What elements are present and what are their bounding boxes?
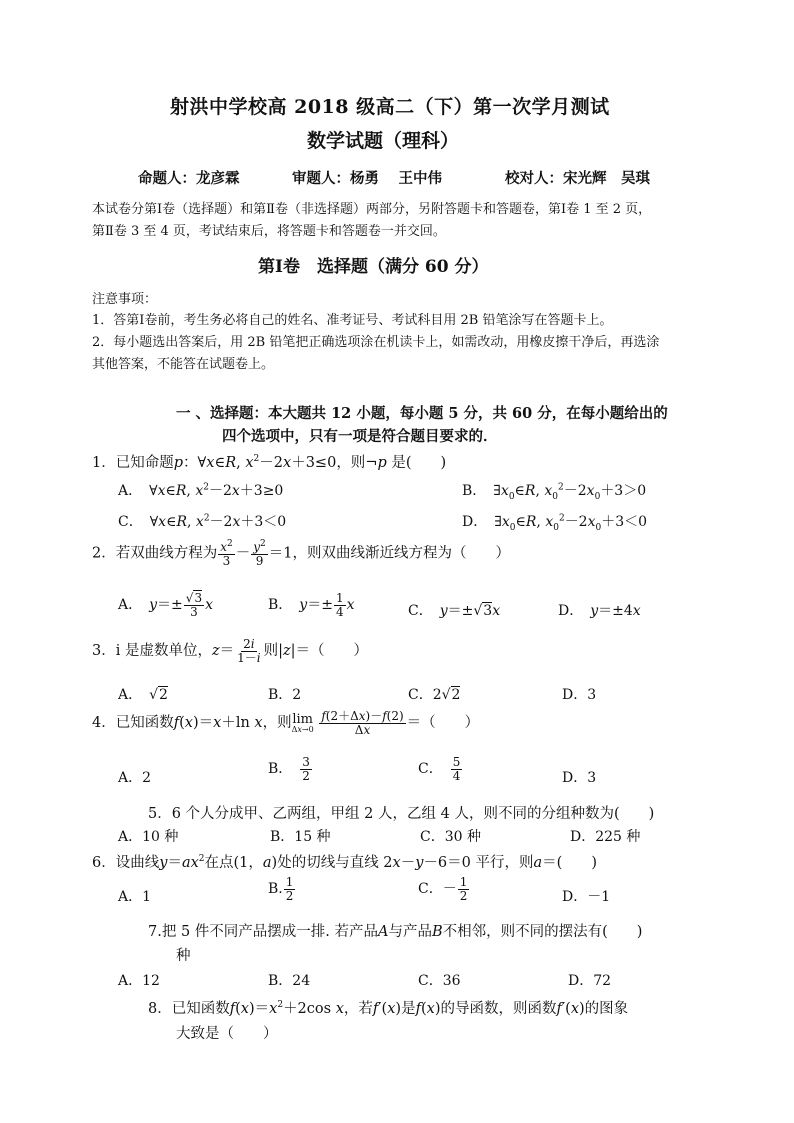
proposer: 命题人：龙彦霖 <box>138 170 240 187</box>
q7-option-d[interactable]: D．72 <box>568 973 612 989</box>
question-8-cont: 大致是（ ） <box>176 1026 278 1042</box>
q3-option-a[interactable]: A． √2 <box>118 687 168 703</box>
q1-option-a[interactable]: A． ∀x∈R, $x^2-2x+3\ge 0$ <box>118 482 284 499</box>
q3-option-b[interactable]: B．2 <box>268 687 302 703</box>
q2-option-d[interactable]: D． y＝±4x <box>558 603 641 619</box>
intro-line-2: 第Ⅱ卷 3 至 4 页，考试结束后，将答题卡和答题卷一并交回。 <box>92 224 446 239</box>
q5-option-b[interactable]: B．15 种 <box>270 829 331 845</box>
q1-option-c[interactable]: C． ∀x∈R, $x^2-2x+3<0$ <box>118 513 287 530</box>
q5-option-d[interactable]: D．225 种 <box>570 829 641 845</box>
note-1: 1．答第Ⅰ卷前，考生务必将自己的姓名、准考证号、考试科目用 2B 铅笔涂写在答题卡上。 <box>92 313 613 328</box>
q3-option-c[interactable]: C．2√2 <box>408 687 461 703</box>
question-1: 1．已知命题p：∀x∈R, $x^2-2x+3\le 0$，则¬p 是( ) <box>92 454 447 471</box>
question-7: 7.把 5 件不同产品摆成一排. 若产品A与产品B不相邻，则不同的摆法有( ) <box>148 924 643 940</box>
notes-heading: 注意事项： <box>92 292 158 307</box>
question-5: 5．6 个人分成甲、乙两组，甲组 2 人，乙组 4 人，则不同的分组种数为( ) <box>148 806 655 822</box>
q6-option-b[interactable]: B. $\frac{1}{2}$ <box>268 875 294 903</box>
q1-option-b[interactable]: B． $\exists x_0\in R$, $x_0^2-2x_0+3>0$ <box>462 482 647 502</box>
part1-instruction-1: 一 、选择题：本大题共 12 小题，每小题 5 分，共 60 分，在每小题给出的 <box>176 405 668 422</box>
question-6: 6．设曲线$y=ax^2$在点(1，a)处的切线与直线 2x－y－6＝0 平行，则a＝( ) <box>92 854 597 871</box>
q2-option-c[interactable]: C． y＝±√3x <box>408 603 501 619</box>
question-3: 3．i 是虚数单位，z＝ $\frac{2i}{1-i}$ 则|z|＝（ ） <box>92 637 369 665</box>
q7-option-b[interactable]: B．24 <box>268 973 311 989</box>
q6-option-d[interactable]: D．－1 <box>562 889 611 905</box>
q4-option-d[interactable]: D．3 <box>562 770 597 786</box>
exam-subtitle: 数学试题（理科） <box>307 130 460 152</box>
proofreader: 校对人：宋光辉 吴琪 <box>505 170 650 187</box>
q6-option-c[interactable]: C．－ $\frac{1}{2}$ <box>418 875 468 903</box>
q7-option-c[interactable]: C．36 <box>418 973 461 989</box>
reviewer: 审题人：杨勇 王中伟 <box>292 170 443 187</box>
question-2: 2．若双曲线方程为 $\frac{x^2}{3}$ － $\frac{y^2}{9}$ ＝1，则双曲线渐近线方程为（ ） <box>92 539 510 568</box>
q4-option-b[interactable]: B． $\frac{3}{2}$ <box>268 755 310 783</box>
q5-option-a[interactable]: A．10 种 <box>118 829 179 845</box>
exam-title: 射洪中学校高 2018 级高二（下）第一次学月测试 <box>170 96 610 118</box>
intro-line-1: 本试卷分第Ⅰ卷（选择题）和第Ⅱ卷（非选择题）两部分，另附答题卡和答题卷，第Ⅰ卷 1 至 2 页， <box>92 202 652 217</box>
question-7-cont: 种 <box>176 948 191 964</box>
q4-option-a[interactable]: A．2 <box>118 770 152 786</box>
note-2-cont: 其他答案，不能答在试题卷上。 <box>92 357 275 372</box>
part1-instruction-2: 四个选项中，只有一项是符合题目要求的． <box>222 428 498 445</box>
question-4: 4．已知函数f(x)＝x＋ln x，则 lim Δx→0 $\frac{f(2+\Delta x)-f(2)}{\Delta x}$ ＝（ ） <box>92 709 480 737</box>
question-8: 8．已知函数$f(x)=x^2+2\cos$ x，若f′(x)是f(x)的导函数，则函数f′(x)的图象 <box>148 1000 629 1017</box>
note-2: 2．每小题选出答案后，用 2B 铅笔把正确选项涂在机读卡上，如需改动，用橡皮擦干净后，再选涂 <box>92 335 660 350</box>
q4-option-c[interactable]: C． $\frac{5}{4}$ <box>418 755 461 783</box>
q3-option-d[interactable]: D．3 <box>562 687 597 703</box>
q5-option-c[interactable]: C．30 种 <box>420 829 481 845</box>
q2-option-a[interactable]: A． y＝± $\frac{√3}{3}$ x <box>118 591 213 619</box>
q6-option-a[interactable]: A．1 <box>118 889 152 905</box>
q7-option-a[interactable]: A．12 <box>118 973 160 989</box>
section-title: 第Ⅰ卷 选择题（满分 60 分） <box>258 257 489 277</box>
q2-option-b[interactable]: B． y＝± $\frac{1}{4}$ x <box>268 591 355 619</box>
q1-option-d[interactable]: D． $\exists x_0\in R$, $x_0^2-2x_0+3<0$ <box>462 513 648 533</box>
